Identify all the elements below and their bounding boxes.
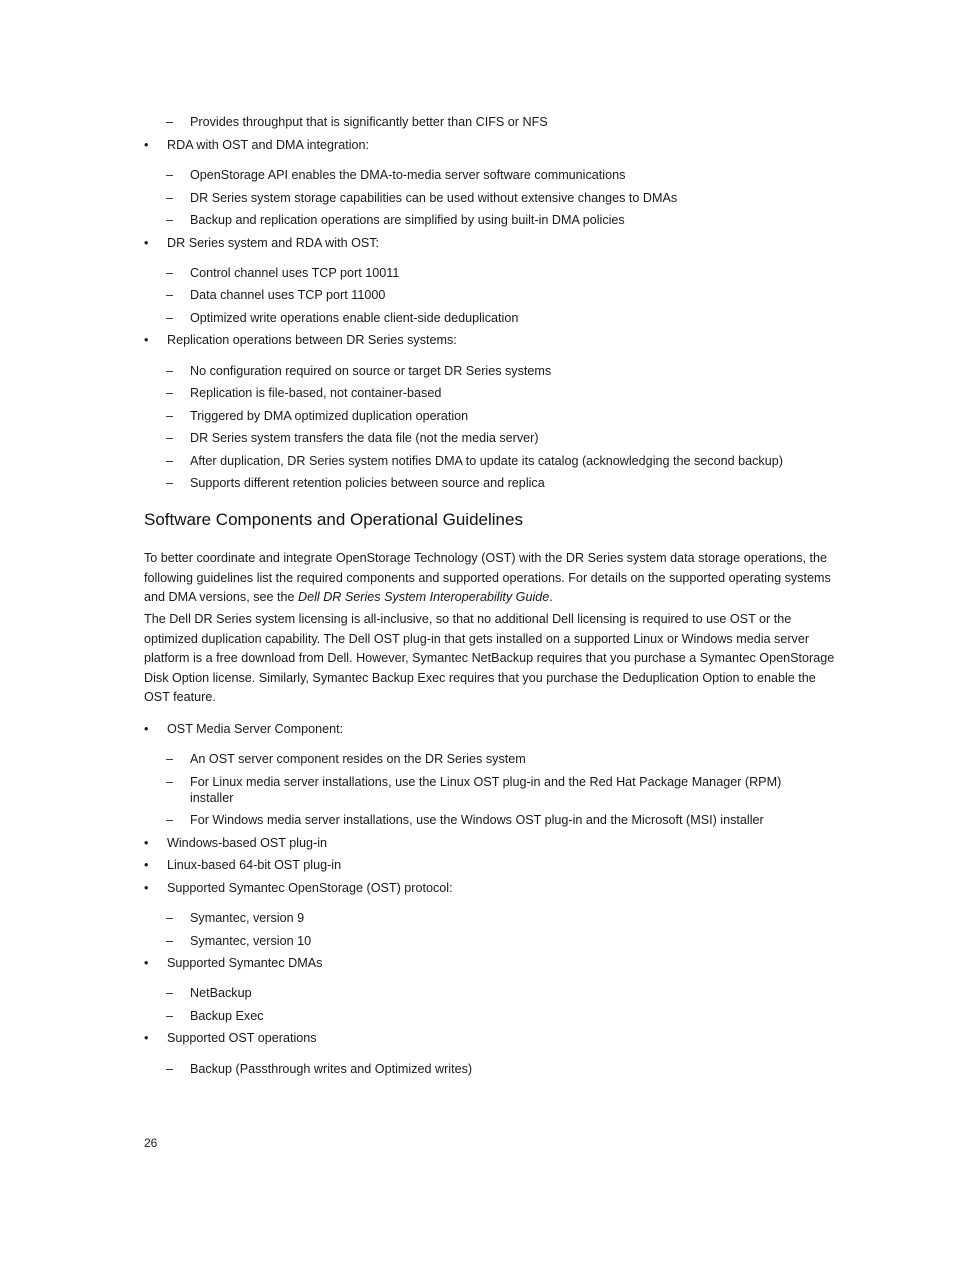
list-item-text: Symantec, version 10 (190, 934, 312, 948)
dash-marker: – (166, 364, 174, 378)
list-item-text: Symantec, version 9 (190, 911, 305, 925)
dash-marker: – (166, 409, 174, 423)
list-item-text: OST Media Server Component: (167, 722, 344, 736)
list-item-text: Supported OST operations (167, 1031, 317, 1045)
list-item-text: For Linux media server installations, use the Linux OST plug-in and the Red Hat Package Manager (RPM) installer (190, 775, 782, 805)
dash-marker: – (166, 386, 174, 400)
dash-marker: – (166, 454, 174, 468)
list-item-text: Supports different retention policies between source and replica (190, 476, 545, 490)
dash-marker: – (166, 1062, 174, 1076)
bullet-marker: • (144, 836, 149, 850)
bullet-marker: • (144, 956, 149, 970)
list-item-text: DR Series system and RDA with OST: (167, 236, 380, 250)
list-item-text: OpenStorage API enables the DMA-to-media server software communications (190, 168, 626, 182)
dash-marker: – (166, 911, 174, 925)
bullet-marker: • (144, 722, 149, 736)
intro-paragraph-end: . (549, 590, 553, 604)
dash-marker: – (166, 934, 174, 948)
dash-marker: – (166, 168, 174, 182)
list-item-text: Provides throughput that is significantly better than CIFS or NFS (190, 115, 548, 129)
section-heading: Software Components and Operational Guidelines (144, 510, 523, 529)
page-number: 26 (144, 1136, 158, 1150)
list-item-text: Supported Symantec DMAs (167, 956, 323, 970)
dash-marker: – (166, 213, 174, 227)
dash-marker: – (166, 775, 174, 789)
list-item-text: Triggered by DMA optimized duplication operation (190, 409, 469, 423)
list-item-text: Backup (Passthrough writes and Optimized writes) (190, 1062, 473, 1076)
dash-marker: – (166, 752, 174, 766)
bullet-marker: • (144, 236, 149, 250)
list-item-text: NetBackup (190, 986, 252, 1000)
dash-marker: – (166, 431, 174, 445)
list-item-text: Supported Symantec OpenStorage (OST) protocol: (167, 881, 453, 895)
interoperability-guide-reference: Dell DR Series System Interoperability Guide (298, 590, 550, 604)
list-item-text: Backup Exec (190, 1009, 264, 1023)
list-item-text: Replication operations between DR Series systems: (167, 333, 457, 347)
bullet-marker: • (144, 858, 149, 872)
list-item-text: RDA with OST and DMA integration: (167, 138, 370, 152)
list-item-text: Replication is file-based, not container-based (190, 386, 442, 400)
dash-marker: – (166, 191, 174, 205)
list-item-text: Windows-based OST plug-in (167, 836, 328, 850)
dash-marker: – (166, 1009, 174, 1023)
dash-marker: – (166, 986, 174, 1000)
list-item-text: After duplication, DR Series system notifies DMA to update its catalog (acknowledging the second backup) (190, 454, 783, 468)
bullet-marker: • (144, 881, 149, 895)
intro-paragraph (144, 549, 844, 608)
list-item-text: DR Series system transfers the data file (not the media server) (190, 431, 539, 445)
list-item-text: For Windows media server installations, use the Windows OST plug-in and the Microsoft (MSI) installer (190, 813, 764, 827)
list-item-text: Control channel uses TCP port 10011 (190, 266, 400, 280)
dash-marker: – (166, 266, 174, 280)
dash-marker: – (166, 115, 174, 129)
list-item-text: Linux-based 64-bit OST plug-in (167, 858, 342, 872)
list-item-text: DR Series system storage capabilities can be used without extensive changes to DMAs (190, 191, 678, 205)
list-item-text: Data channel uses TCP port 11000 (190, 288, 386, 302)
list-item-text: Backup and replication operations are simplified by using built-in DMA policies (190, 213, 625, 227)
dash-marker: – (166, 813, 174, 827)
list-item-text: No configuration required on source or target DR Series systems (190, 364, 552, 378)
bullet-marker: • (144, 138, 149, 152)
bullet-marker: • (144, 333, 149, 347)
dash-marker: – (166, 288, 174, 302)
licensing-paragraph: The Dell DR Series system licensing is all-inclusive, so that no additional Dell licensing is required to use OST or the optimized duplication capability. The Dell OST plug-in that gets installed on a supported Linux or Windows media server platform is a free download from Dell. However, Symantec NetBackup requires that you purchase a Symantec OpenStorage Disk Option license. Similarly, Symantec Backup Exec requires that you purchase the Deduplication Option to enable the OST feature. (144, 612, 835, 704)
intro-paragraph-text: To better coordinate and integrate OpenStorage Technology (OST) with the DR Series system data storage operations, the following guidelines list the required components and supported operations. For details on the supported operating systems and DMA versions, see the (144, 551, 831, 604)
list-item-text: An OST server component resides on the DR Series system (190, 752, 526, 766)
dash-marker: – (166, 476, 174, 490)
bullet-marker: • (144, 1031, 149, 1045)
dash-marker: – (166, 311, 174, 325)
list-item-text: Optimized write operations enable client-side deduplication (190, 311, 519, 325)
